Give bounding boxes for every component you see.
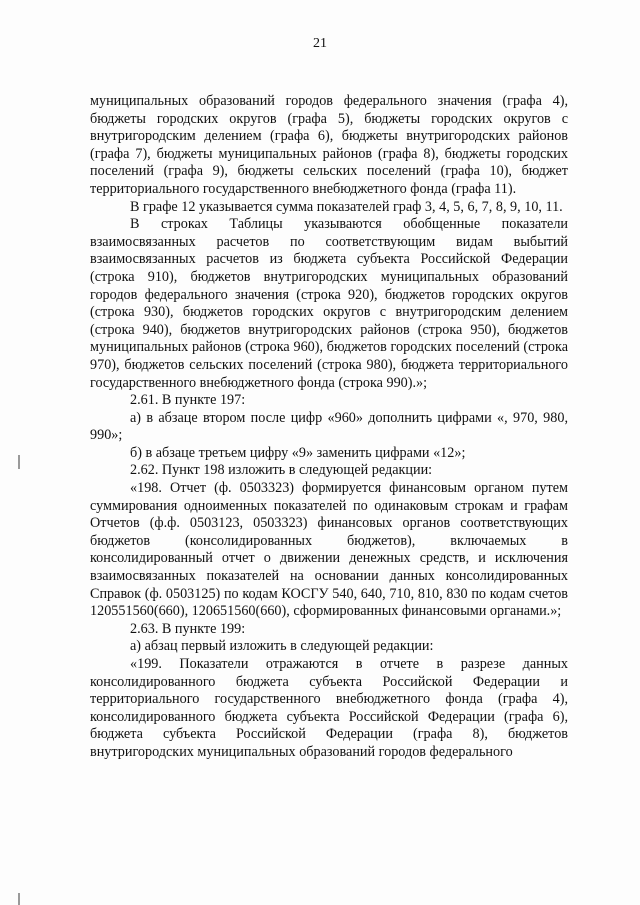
paragraph-2-63-a: а) абзац первый изложить в следующей редакции: (130, 638, 434, 655)
paragraph-table-rows: В строках Таблицы указываются обобщенные показатели взаимосвязанных расчетов по соответствующим видам выбытий взаимосвязанных расчетов из бюджета субъекта Российской Федерации (строка 910), бюджетов внутригородских муниципальных образований городов федерального значения (строка 920), бюджетов городских округов (строка 930), бюджетов городских округов с внутригородским делением (строка 940), бюджетов внутригородских районов (строка 950), бюджетов муниципальных районов (строка 960), бюджетов городских поселений (строка 970), бюджетов сельских поселений (строка 980), бюджета территориального государственного внебюджетного фонда (строка 990).»; (90, 216, 568, 391)
body-text (90, 93, 568, 762)
scan-margin-mark (18, 893, 20, 905)
paragraph-2-61-a: а) в абзаце втором после цифр «960» дополнить цифрами «, 970, 980, 990»; (90, 409, 568, 444)
paragraph-199: «199. Показатели отражаются в отчете в разрезе данных консолидированного бюджета субъекта Российской Федерации и территориального государственного внебюджетного фонда (графа 4), консолидированного бюджета субъекта Российской Федерации (графа 6), бюджета субъекта Российской Федерации (графа 8), бюджетов внутригородских муниципальных образований городов федерального (90, 656, 568, 760)
paragraph-2-61: 2.61. В пункте 197: (130, 392, 246, 409)
page-number: 21 (313, 36, 327, 51)
paragraph-continuation: муниципальных образований городов федерального значения (графа 4), бюджеты городских округов (графа 5), бюджеты городских округов с внутригородским делением (графа 6), бюджеты внутригородских районов (графа 7), бюджеты муниципальных районов (графа 8), бюджеты городских поселений (графа 9), бюджеты сельских поселений (графа 10), бюджет территориального государственного внебюджетного фонда (графа 11). (90, 93, 568, 197)
paragraph-2-63: 2.63. В пункте 199: (130, 620, 246, 637)
scan-margin-mark (18, 455, 20, 469)
paragraph-2-61-b: б) в абзаце третьем цифру «9» заменить цифрами «12»; (130, 444, 466, 461)
paragraph-2-62: 2.62. Пункт 198 изложить в следующей редакции: (130, 462, 433, 479)
paragraph-198: «198. Отчет (ф. 0503323) формируется финансовым органом путем суммирования одноименных показателей по одинаковым строкам и графам Отчетов (ф.ф. 0503123, 0503323) финансовых органов соответствующих бюджетов (консолидированных бюджетов), включаемых в консолидированный отчет о движении денежных средств, и исключения взаимосвязанных показателей на основании данных консолидированных Справок (ф. 0503125) по кодам КОСГУ 540, 640, 710, 810, 830 по кодам счетов 120551560(660), 120651560(660), сформированных финансовыми органами.»; (90, 480, 568, 620)
paragraph-column-12: В графе 12 указывается сумма показателей граф 3, 4, 5, 6, 7, 8, 9, 10, 11. (130, 198, 563, 215)
